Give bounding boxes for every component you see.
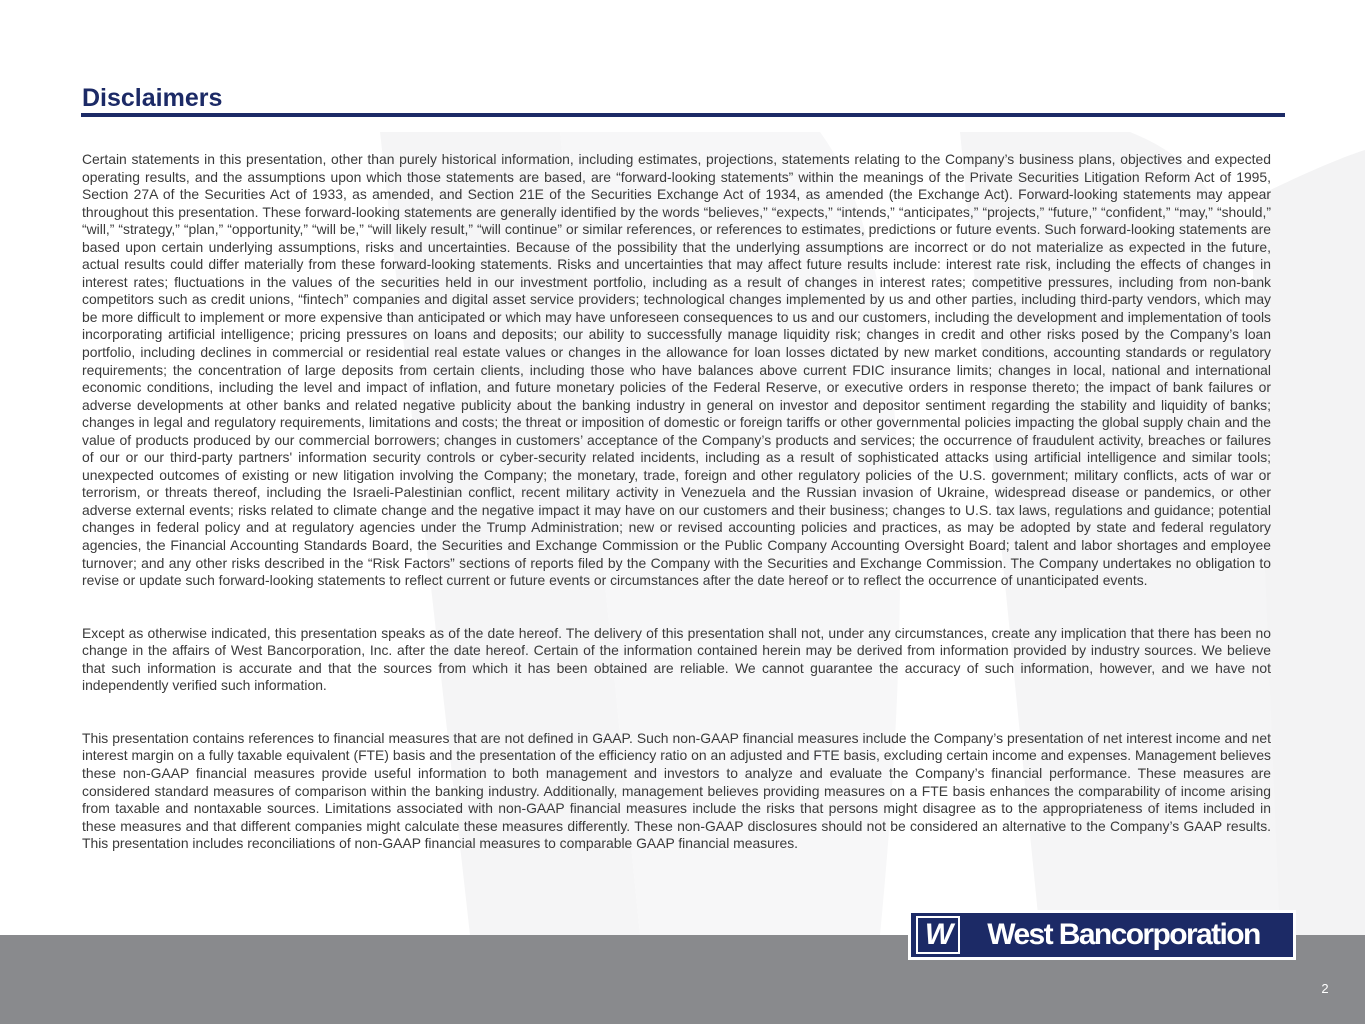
title-underline [81, 113, 1285, 117]
logo-background [911, 913, 1293, 957]
disclaimer-text [82, 151, 1271, 853]
logo-wordmark: West Bancorporation [987, 918, 1260, 951]
non-gaap-paragraph: This presentation contains references to financial measures that are not defined in GAAP. Such non-GAAP financial measures include the Company’s presentation of net interest income and net interest margin on a fully taxable equivalent (FTE) basis and the presentation of the efficiency ratio on an adjusted and FTE basis, excluding certain income and expenses. Management believes these non-GAAP financial measures provide useful information to both management and investors to analyze and evaluate the Company’s financial performance. These measures are considered standard measures of comparison within the banking industry. Additionally, management believes providing measures on a FTE basis enhances the comparability of income arising from taxable and nontaxable sources. Limitations associated with non-GAAP financial measures include the risks that persons might disagree as to the appropriateness of items included in these measures and that different companies might calculate these measures differently. These non-GAAP disclosures should not be considered an alternative to the Company’s GAAP results. This presentation includes reconciliations of non-GAAP financial measures to comparable GAAP financial measures. [82, 729, 1271, 852]
date-and-sources-paragraph: Except as otherwise indicated, this presentation speaks as of the date hereof. The delivery of this presentation shall not, under any circumstances, create any implication that there has been no change in the affairs of West Bancorporation, Inc. after the date hereof. Certain of the information contained herein may be derived from information provided by industry sources. We believe that such information is accurate and that the sources from which it has been obtained are reliable. We cannot guarantee the accuracy of such information, however, and we have not independently verified such information. [82, 624, 1271, 694]
page-title: Disclaimers [82, 84, 223, 112]
page-number: 2 [1321, 981, 1329, 996]
west-bancorporation-logo [908, 910, 1296, 960]
logo-w-mark: W [916, 916, 960, 954]
forward-looking-statements-paragraph: Certain statements in this presentation, other than purely historical information, including estimates, projections, statements relating to the Company’s business plans, objectives and expected operating results, and the assumptions upon which those statements are based, are “forward-looking statements” within the meanings of the Private Securities Litigation Reform Act of 1995, Section 27A of the Securities Act of 1933, as amended, and Section 21E of the Securities Exchange Act of 1934, as amended (the Exchange Act). Forward-looking statements may appear throughout this presentation. These forward-looking statements are generally identified by the words “believes,” “expects,” “intends,” “anticipates,” “projects,” “future,” “confident,” “may,” “should,” “will,” “strategy,” “plan,” “opportunity,” “will be,” “will likely result,” “will continue” or similar references, or references to estimates, predictions or future events. Such forward-looking statements are based upon certain underlying assumptions, risks and uncertainties. Because of the possibility that the underlying assumptions are incorrect or do not materialize as expected in the future, actual results could differ materially from these forward-looking statements. Risks and uncertainties that may affect future results include: interest rate risk, including the effects of changes in interest rates; fluctuations in the values of the securities held in our investment portfolio, including as a result of changes in interest rates; competitive pressures, including from non-bank competitors such as credit unions, “fintech” companies and digital asset service providers; technological changes implemented by us and other parties, including third-party vendors, which may be more difficult to implement or more expensive than anticipated or which may have unforeseen consequences to us and our customers, including the development and implementation of tools incorporating artificial intelligence; pricing pressures on loans and deposits; our ability to successfully manage liquidity risk; changes in credit and other risks posed by the Company’s loan portfolio, including declines in commercial or residential real estate values or changes in the allowance for loan losses dictated by new market conditions, accounting standards or regulatory requirements; the concentration of large deposits from certain clients, including those who have balances above current FDIC insurance limits; changes in local, national and international economic conditions, including the level and impact of inflation, and future monetary policies of the Federal Reserve, or executive orders in response thereto; the impact of bank failures or adverse developments at other banks and related negative publicity about the banking industry in general on investor and depositor sentiment regarding the stability and liquidity of banks; changes in legal and regulatory requirements, limitations and costs; the threat or imposition of domestic or foreign tariffs or other governmental policies impacting the global supply chain and the value of products produced by our commercial borrowers; changes in customers’ acceptance of the Company’s products and services; the occurrence of fraudulent activity, breaches or failures of our or our third-party partners' information security controls or cyber-security related incidents, including as a result of sophisticated attacks using artificial intelligence and similar tools; unexpected outcomes of existing or new litigation involving the Company; the monetary, trade, foreign and other regulatory policies of the U.S. government; military conflicts, acts of war or terrorism, or threats thereof, including the Israeli-Palestinian conflict, recent military activity in Venezuela and the Russian invasion of Ukraine, widespread disease or pandemics, or other adverse external events; risks related to climate change and the negative impact it may have on our customers and their business; changes to U.S. tax laws, regulations and guidance; potential changes in federal policy and at regulatory agencies under the Trump Administration; new or revised accounting policies and practices, as may be adopted by state and federal regulatory agencies, the Financial Accounting Standards Board, the Securities and Exchange Commission or the Public Company Accounting Oversight Board; talent and labor shortages and employee turnover; and any other risks described in the “Risk Factors” sections of reports filed by the Company with the Securities and Exchange Commission. The Company undertakes no obligation to revise or update such forward-looking statements to reflect current or future events or circumstances after the date hereof or to reflect the occurrence of unanticipated events. [82, 151, 1271, 589]
